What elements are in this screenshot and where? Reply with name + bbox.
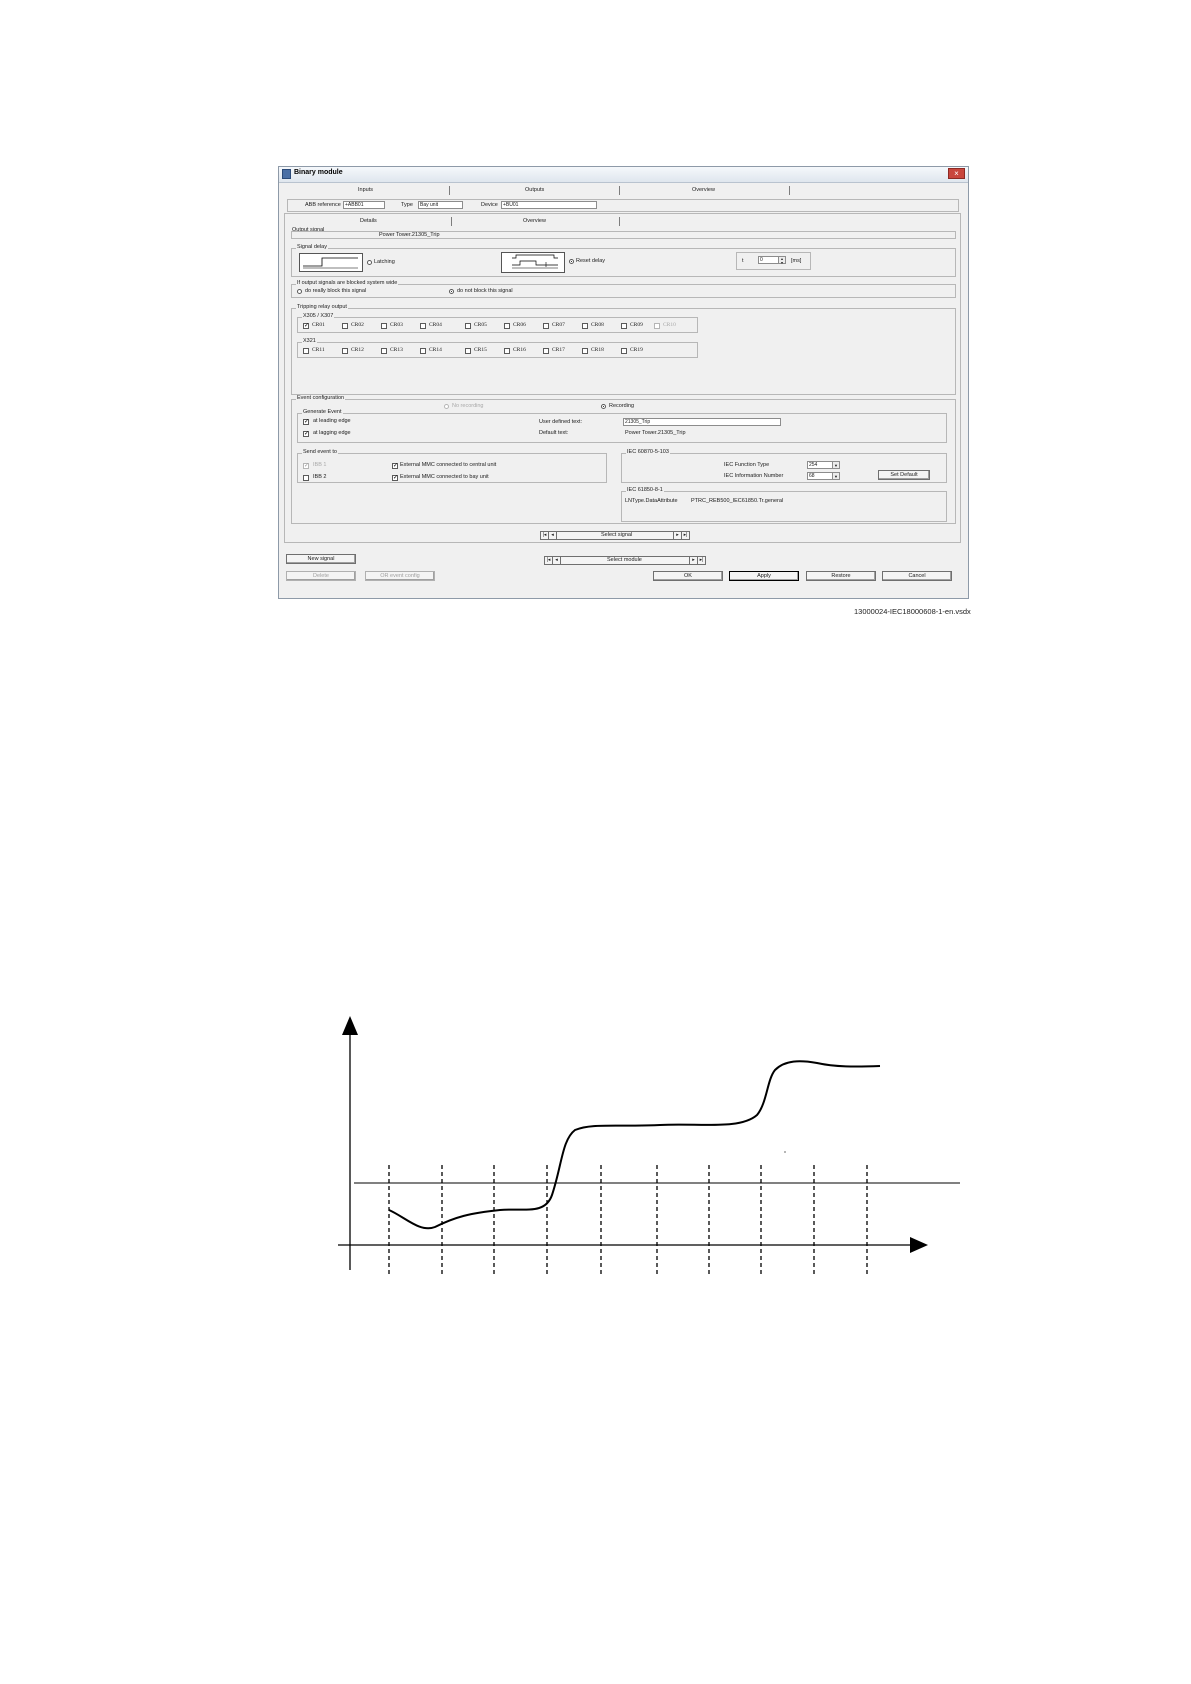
blocking-title: If output signals are blocked system wide: [297, 280, 398, 286]
tab-details[interactable]: Details: [360, 218, 377, 224]
outputs-panel: [284, 213, 961, 543]
relay-label-cr06: CR06: [513, 322, 526, 328]
default-text-value: Power Tower.21305_Trip: [625, 430, 686, 436]
checkbox-cr13[interactable]: [381, 348, 387, 354]
lagging-edge-label: at lagging edge: [313, 430, 351, 436]
leading-edge-label: at leading edge: [313, 418, 351, 424]
relay-label-cr08: CR08: [591, 322, 604, 328]
restore-button[interactable]: Restore: [806, 571, 876, 581]
set-default-button[interactable]: Set Default: [878, 470, 930, 480]
x-axis-arrow: [910, 1237, 928, 1253]
binary-module-window: [278, 166, 969, 599]
relay-label-cr11: CR11: [312, 347, 325, 353]
iec-info-number-label: IEC Information Number: [724, 473, 784, 479]
relay-label-cr17: CR17: [552, 347, 565, 353]
type-label: Type: [401, 202, 413, 208]
x305-title: X305 / X307: [303, 313, 334, 319]
tab-separator: [789, 186, 790, 195]
cancel-button[interactable]: Cancel: [882, 571, 952, 581]
abb-reference-label: ABB reference: [305, 202, 341, 208]
t-label: t: [742, 258, 744, 264]
x321-title: X321: [303, 338, 316, 344]
last-icon[interactable]: ▸|: [681, 532, 689, 539]
tab-separator: [619, 186, 620, 195]
recording-label: Recording: [609, 403, 635, 409]
relay-label-cr14: CR14: [429, 347, 442, 353]
chevron-down-icon[interactable]: ▼: [833, 461, 840, 469]
relay-label-cr10: CR10: [663, 322, 676, 328]
checkbox-cr16[interactable]: [504, 348, 510, 354]
checkbox-cr18[interactable]: [582, 348, 588, 354]
relay-label-cr12: CR12: [351, 347, 364, 353]
checkbox-cr19[interactable]: [621, 348, 627, 354]
tripping-title: Tripping relay output: [297, 304, 347, 310]
iec61850-title: IEC 61850-8-1: [627, 487, 663, 493]
iec-info-number-select[interactable]: 68: [807, 472, 833, 480]
relay-label-cr13: CR13: [390, 347, 403, 353]
tab-sub-overview[interactable]: Overview: [523, 218, 546, 224]
ln-type-value: PTRC_REB500_IEC61850.Tr.general: [691, 498, 784, 504]
t-input[interactable]: 0: [758, 256, 779, 264]
event-config-title: Event configuration: [297, 395, 345, 401]
ibb1-checkbox[interactable]: ✓: [304, 463, 310, 469]
stray-dot: [784, 1151, 785, 1152]
type-field[interactable]: Bay unit: [418, 201, 463, 209]
signal-delay-title: Signal delay: [297, 244, 327, 250]
checkbox-cr07[interactable]: [543, 323, 549, 329]
relay-label-cr19: CR19: [630, 347, 643, 353]
next-icon[interactable]: ▸: [689, 557, 697, 564]
no-block-signal-label: do not block this signal: [457, 288, 513, 294]
relay-label-cr03: CR03: [390, 322, 403, 328]
tab-outputs[interactable]: Outputs: [525, 187, 545, 193]
ln-type-label: LNType.DataAttribute: [625, 498, 678, 504]
mmc-central-label: External MMC connected to central unit: [400, 462, 497, 468]
checkbox-cr11[interactable]: [303, 348, 309, 354]
reset-delay-label: Reset delay: [576, 258, 606, 264]
next-icon[interactable]: ▸: [673, 532, 681, 539]
checkbox-cr14[interactable]: [420, 348, 426, 354]
prev-icon[interactable]: ◂: [553, 557, 561, 564]
send-event-title: Send event to: [303, 449, 337, 455]
abb-reference-field[interactable]: +ABB01: [343, 201, 385, 209]
lagging-edge-checkbox[interactable]: ✓: [304, 431, 310, 437]
iec-function-type-label: IEC Function Type: [724, 462, 770, 468]
device-field[interactable]: +BU01: [501, 201, 597, 209]
header-row: [287, 199, 959, 212]
ok-button[interactable]: OK: [653, 571, 723, 581]
sample-lines: [389, 1165, 867, 1277]
relay-label-cr07: CR07: [552, 322, 565, 328]
select-module-label: Select module: [607, 557, 642, 563]
user-defined-text-label: User defined text:: [539, 419, 583, 425]
relay-label-cr05: CR05: [474, 322, 487, 328]
t-unit: [ms]: [791, 258, 802, 264]
delete-button[interactable]: Delete: [286, 571, 356, 581]
tab-separator: [449, 186, 450, 195]
window-title: Binary module: [294, 169, 343, 176]
checkbox-cr09[interactable]: [621, 323, 627, 329]
checkbox-cr05[interactable]: [465, 323, 471, 329]
ibb1-label: IBB 1: [313, 462, 327, 468]
iec-function-type-select[interactable]: 254: [807, 461, 833, 469]
mmc-bay-label: External MMC connected to bay unit: [400, 474, 489, 480]
select-module-navbar[interactable]: [544, 556, 706, 565]
checkbox-cr08[interactable]: [582, 323, 588, 329]
device-label: Device: [481, 202, 498, 208]
block-signal-label: do really block this signal: [305, 288, 367, 294]
signal-curve: [389, 1061, 880, 1228]
checkbox-cr04[interactable]: [420, 323, 426, 329]
output-signal-value: Power Tower.21305_Trip: [379, 232, 440, 238]
or-event-config-button[interactable]: OR event config: [365, 571, 435, 581]
title-bar: [279, 167, 968, 183]
signal-waveform-diagram: [330, 1015, 970, 1285]
default-text-label: Default text:: [539, 430, 569, 436]
t-spinner[interactable]: ▴ ▾: [779, 256, 786, 264]
last-icon[interactable]: ▸|: [697, 557, 705, 564]
new-signal-button[interactable]: New signal: [286, 554, 356, 564]
first-icon[interactable]: |◂: [545, 557, 553, 564]
close-icon[interactable]: ×: [948, 168, 965, 179]
output-signal-label: Output signal: [292, 227, 325, 233]
latching-label: Latching: [374, 259, 395, 265]
mmc-bay-checkbox[interactable]: ✓: [393, 475, 399, 481]
checkbox-cr15[interactable]: [465, 348, 471, 354]
relay-label-cr04: CR04: [429, 322, 442, 328]
binary-module-icon: [282, 169, 291, 179]
tab-inputs[interactable]: Inputs: [358, 187, 373, 193]
leading-edge-checkbox[interactable]: ✓: [304, 419, 310, 425]
figure-caption: 13000024-IEC18000608-1-en.vsdx: [854, 607, 971, 616]
tab-overview[interactable]: Overview: [692, 187, 715, 193]
mmc-central-checkbox[interactable]: ✓: [393, 463, 399, 469]
first-icon[interactable]: |◂: [541, 532, 549, 539]
prev-icon[interactable]: ◂: [549, 532, 557, 539]
no-recording-label: No recording: [452, 403, 484, 409]
relay-label-cr02: CR02: [351, 322, 364, 328]
ibb2-label: IBB 2: [313, 474, 327, 480]
checkbox-cr02[interactable]: [342, 323, 348, 329]
chevron-down-icon[interactable]: ▼: [833, 472, 840, 480]
checkbox-cr03[interactable]: [381, 323, 387, 329]
generate-event-title: Generate Event: [303, 409, 342, 415]
relay-label-cr15: CR15: [474, 347, 487, 353]
y-axis-arrow: [342, 1016, 358, 1035]
checkbox-cr12[interactable]: [342, 348, 348, 354]
checkbox-cr01[interactable]: ✓: [304, 323, 310, 329]
iec103-title: IEC 60870-5-103: [627, 449, 669, 455]
checkbox-cr17[interactable]: [543, 348, 549, 354]
relay-label-cr18: CR18: [591, 347, 604, 353]
apply-button[interactable]: Apply: [729, 571, 799, 581]
user-defined-text-input[interactable]: 21305_Trip: [623, 418, 781, 426]
relay-label-cr09: CR09: [630, 322, 643, 328]
select-signal-label: Select signal: [601, 532, 633, 538]
checkbox-cr10[interactable]: [654, 323, 660, 329]
relay-label-cr01: CR01: [312, 322, 325, 328]
checkbox-cr06[interactable]: [504, 323, 510, 329]
relay-label-cr16: CR16: [513, 347, 526, 353]
